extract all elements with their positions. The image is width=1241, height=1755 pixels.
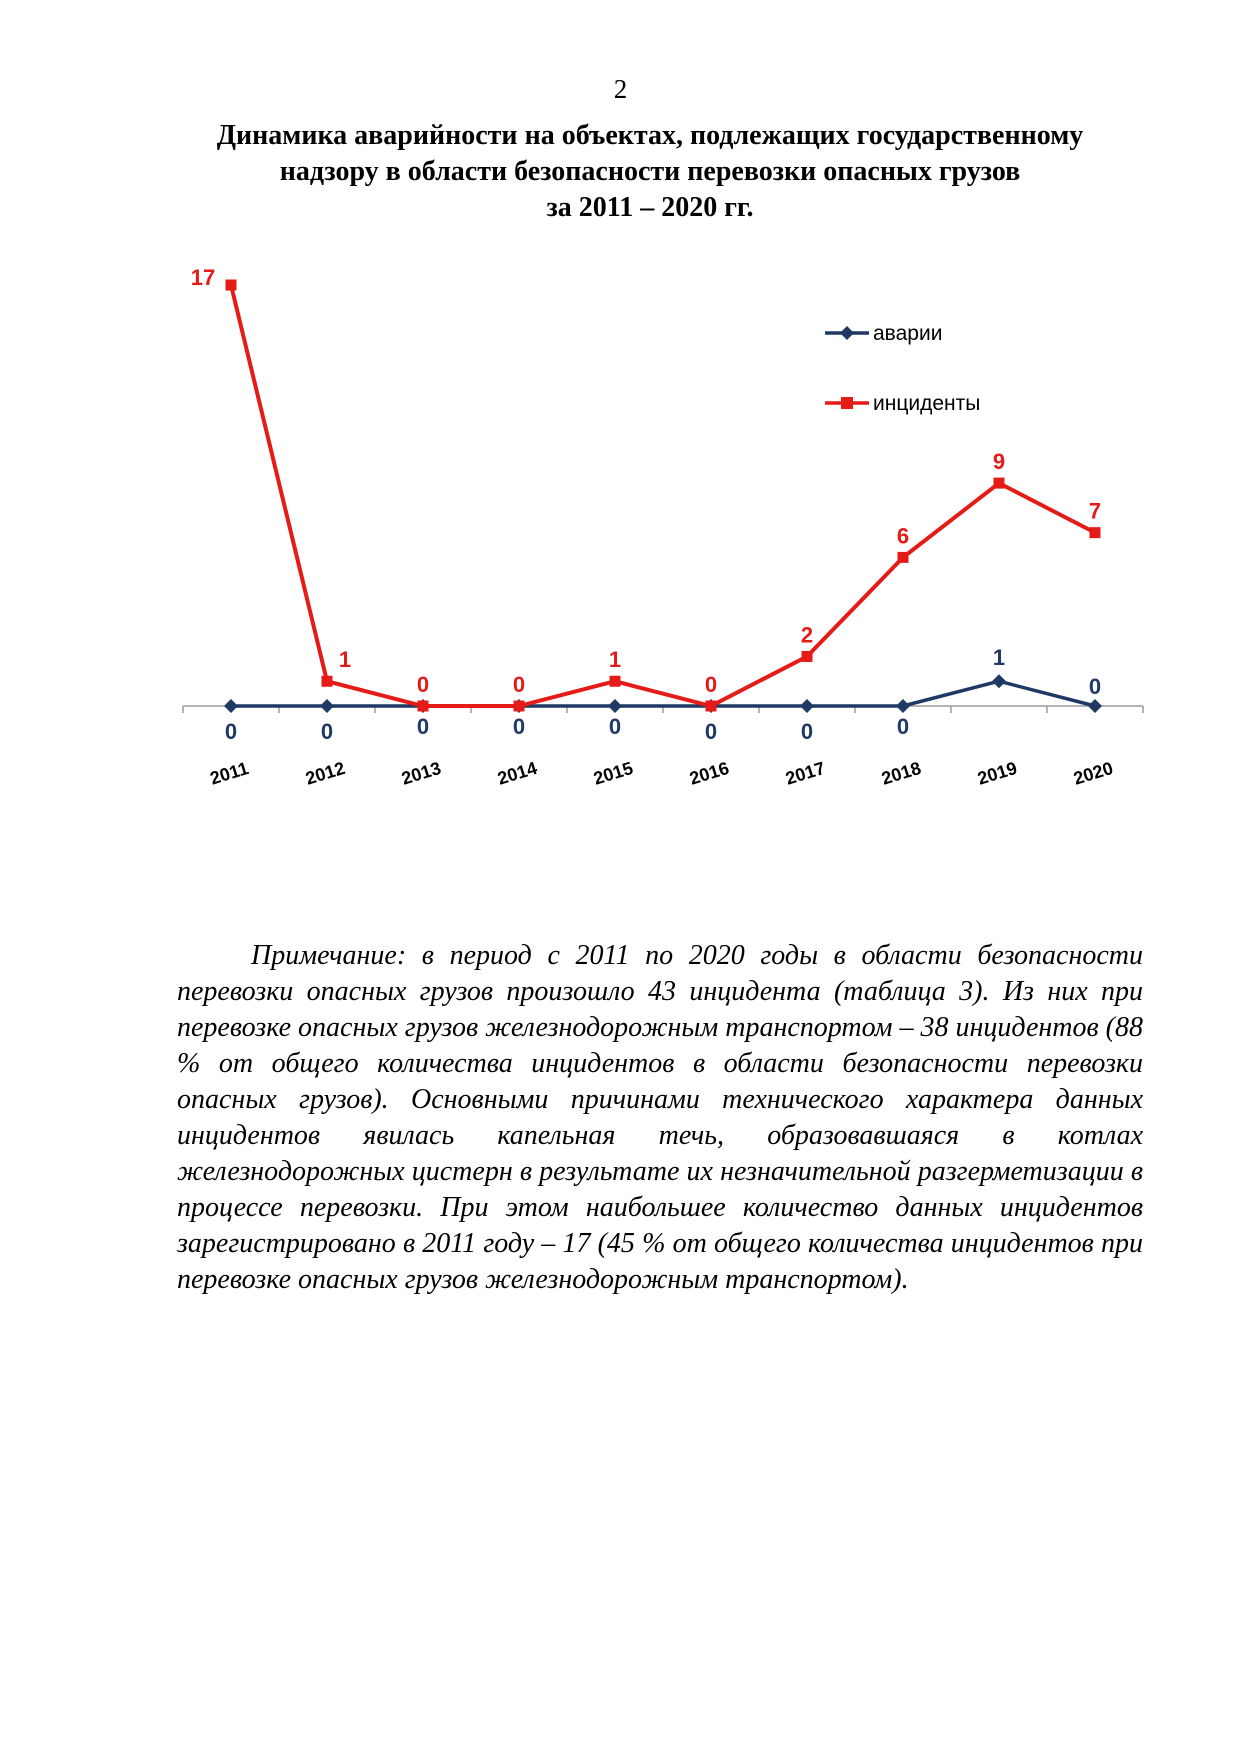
data-label: 1: [338, 647, 352, 673]
x-tick-label: 2017: [783, 757, 828, 789]
x-tick-label: 2016: [687, 757, 732, 789]
data-label: 6: [896, 523, 910, 549]
legend-label: аварии: [873, 322, 943, 345]
data-label: 9: [992, 449, 1006, 475]
data-label: 17: [190, 265, 216, 290]
data-label: 1: [992, 645, 1006, 671]
x-tick-label: 2018: [879, 757, 924, 789]
data-point-square: [514, 701, 525, 712]
title-line-3: за 2011 – 2020 гг.: [546, 192, 754, 223]
data-label: 0: [320, 719, 334, 744]
data-label: 0: [512, 672, 526, 697]
legend-marker: [840, 326, 854, 340]
x-tick-label: 2015: [591, 757, 636, 789]
data-label: 0: [704, 719, 718, 744]
data-label: 0: [800, 719, 814, 744]
chart-note: Примечание: в период с 2011 по 2020 годы в области безопасности перевозки опасных грузов произошло 43 инцидента (таблица 3). Из них при перевозке опасных грузов железнодорожным транспортом – 38 инцидентов (88 % от общего количества инцидентов в области безопасности перевозки опасных грузов). Основными причинами технического характера данных инцидентов явилась капельная течь, образовавшаяся в котлах железнодорожных цистерн в результате их незначительной разгерметизации в процессе перевозки. При этом наибольшее количество данных инцидентов зарегистрировано в 2011 году – 17 (45 % от общего количества инцидентов при перевозке опасных грузов железнодорожным транспортом).: [177, 940, 1143, 1295]
series-line-2: [231, 285, 1095, 706]
x-tick-label: 2020: [1071, 757, 1116, 789]
data-label: 7: [1088, 498, 1102, 524]
data-label: 0: [416, 714, 430, 739]
data-point-square: [418, 701, 429, 712]
legend-label: инциденты: [873, 392, 981, 415]
title-line-1: Динамика аварийности на объектах, подлежащих государственному: [216, 120, 1084, 151]
data-point-diamond: [608, 699, 622, 713]
data-point-square: [322, 676, 333, 687]
x-tick-label: 2011: [207, 757, 251, 789]
data-point-diamond: [992, 674, 1006, 688]
x-tick-label: 2012: [303, 757, 348, 789]
data-point-diamond: [224, 699, 238, 713]
data-label: 0: [416, 672, 430, 697]
data-point-square: [226, 280, 237, 291]
data-label: 0: [224, 719, 238, 744]
x-tick-label: 2013: [399, 757, 444, 789]
data-point-diamond: [320, 699, 334, 713]
data-label: 2: [800, 622, 814, 648]
x-tick-label: 2019: [975, 757, 1020, 789]
x-tick-label: 2014: [495, 757, 540, 789]
data-point-square: [898, 552, 909, 563]
data-label: 0: [608, 714, 622, 739]
data-label: 0: [896, 714, 910, 739]
data-point-square: [802, 651, 813, 662]
data-point-diamond: [896, 699, 910, 713]
data-label: 1: [608, 647, 622, 673]
page-number: 2: [613, 74, 628, 104]
data-point-square: [994, 478, 1005, 489]
data-label: 0: [512, 714, 526, 739]
data-point-square: [1090, 527, 1101, 538]
data-point-square: [706, 701, 717, 712]
data-label: 0: [1088, 674, 1102, 699]
legend-marker: [841, 397, 853, 409]
data-point-diamond: [800, 699, 814, 713]
data-point-square: [610, 676, 621, 687]
data-point-diamond: [1088, 699, 1102, 713]
title-line-2: надзору в области безопасности перевозки опасных грузов: [279, 156, 1021, 187]
data-label: 0: [704, 672, 718, 697]
